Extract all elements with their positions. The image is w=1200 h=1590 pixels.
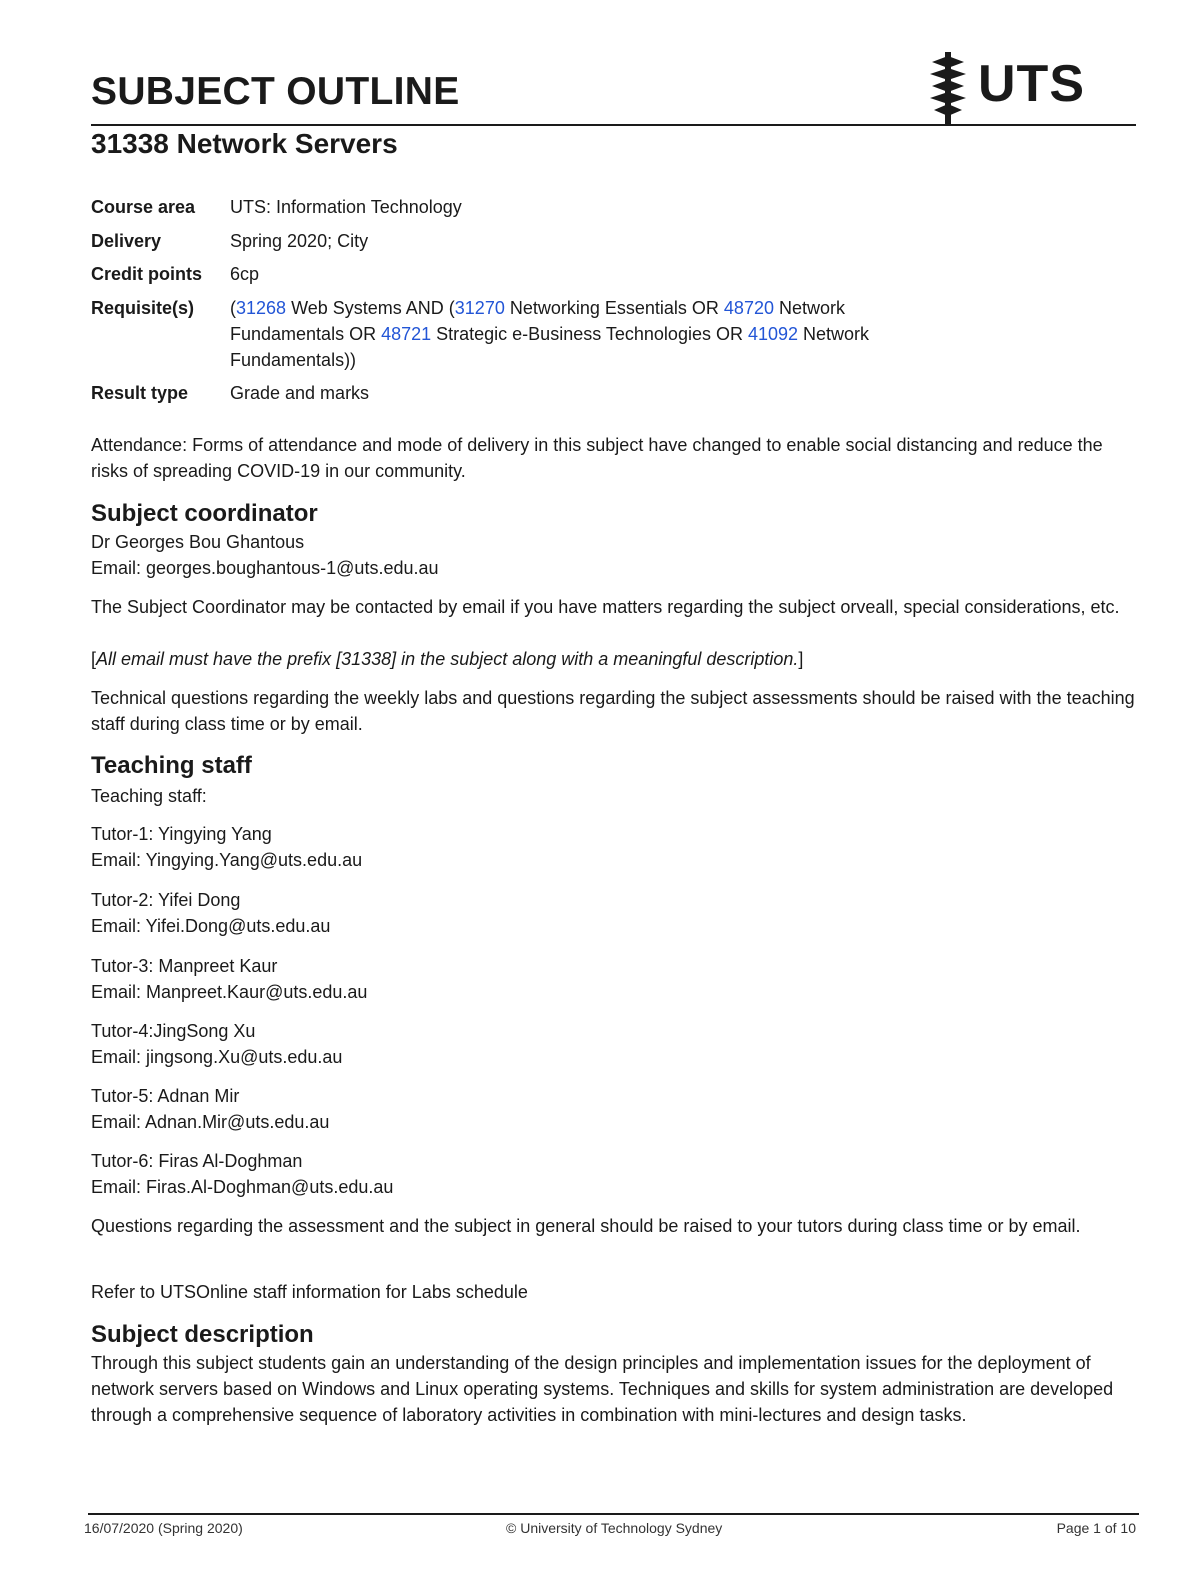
tutor-name: Tutor-2: Yifei Dong	[91, 890, 241, 910]
detail-value: Grade and marks	[230, 383, 370, 403]
requisite-text: Strategic e-Business Technologies OR	[431, 324, 748, 344]
requisite-link-48720[interactable]: 48720	[723, 298, 774, 318]
technical-questions-note: Technical questions regarding the weekly labs and questions regarding the subject assessments should be raised with the teaching staff during class time or by email.	[91, 688, 1135, 734]
detail-label: Delivery	[91, 231, 162, 251]
requisite-text: Network	[773, 298, 845, 318]
attendance-note: Attendance: Forms of attendance and mode of delivery in this subject have changed to enable social distancing and reduce the risks of spreading COVID-19 in our community.	[91, 435, 1103, 481]
tutor-name: Tutor-4:JingSong Xu	[91, 1021, 256, 1041]
detail-value: 6cp	[230, 264, 260, 284]
header-rule	[91, 124, 1136, 126]
footer-page-number: Page 1 of 10	[1056, 1520, 1136, 1536]
requisite-link-48721[interactable]: 48721	[381, 324, 432, 344]
tutor-email: Email: Firas.Al-Doghman@uts.edu.au	[91, 1177, 394, 1197]
detail-label: Requisite(s)	[91, 298, 195, 318]
tutor-email: Email: Manpreet.Kaur@uts.edu.au	[91, 982, 368, 1002]
teaching-staff-heading: Teaching staff	[91, 752, 252, 779]
tutor-name: Tutor-3: Manpreet Kaur	[91, 956, 278, 976]
requisite-text: Fundamentals OR	[230, 324, 382, 344]
detail-value: UTS: Information Technology	[230, 197, 462, 217]
uts-logo	[926, 52, 1096, 124]
requisite-text: Fundamentals))	[230, 350, 357, 370]
questions-note: Questions regarding the assessment and the subject in general should be raised to your tutors during class time or by email.	[91, 1216, 1081, 1236]
requisite-link-31270[interactable]: 31270	[454, 298, 505, 318]
email-prefix-text: All email must have the prefix [31338] in the subject along with a meaningful description.	[96, 649, 799, 669]
description-text: Through this subject students gain an understanding of the design principles and implementation issues for the deployment of network servers based on Windows and Linux operating systems. Techniques and skills for system administration are developed through a comprehensive sequence of laboratory activities in combination with mini-lectures and design tasks.	[91, 1353, 1114, 1425]
labs-note: Refer to UTSOnline staff information for Labs schedule	[91, 1282, 528, 1302]
footer-date: 16/07/2020 (Spring 2020)	[84, 1520, 243, 1536]
coordinator-name: Dr Georges Bou Ghantous	[91, 532, 305, 552]
detail-label: Credit points	[91, 264, 202, 284]
subject-title: 31338 Network Servers	[91, 128, 398, 159]
tutor-name: Tutor-6: Firas Al-Doghman	[91, 1151, 303, 1171]
teaching-staff-intro: Teaching staff:	[91, 786, 207, 806]
page-header	[91, 55, 1136, 126]
tutor-email: Email: Yifei.Dong@uts.edu.au	[91, 916, 331, 936]
document-page	[84, 0, 1136, 1590]
footer-copyright: © University of Technology Sydney	[506, 1520, 723, 1536]
detail-label: Result type	[91, 383, 189, 403]
requisite-text: (	[230, 298, 236, 318]
requisite-link-41092[interactable]: 41092	[747, 324, 799, 344]
description-heading: Subject description	[91, 1321, 314, 1348]
footer-rule	[88, 1513, 1139, 1515]
bracket-close: ]	[798, 649, 804, 669]
tutor-name: Tutor-1: Yingying Yang	[91, 824, 272, 844]
coordinator-heading: Subject coordinator	[91, 500, 318, 527]
tutor-email: Email: Yingying.Yang@uts.edu.au	[91, 850, 363, 870]
tutor-email: Email: jingsong.Xu@uts.edu.au	[91, 1047, 343, 1067]
tutor-email: Email: Adnan.Mir@uts.edu.au	[91, 1112, 330, 1132]
coordinator-contact-note: The Subject Coordinator may be contacted by email if you have matters regarding the subject orveall, special considerations, etc.	[91, 597, 1120, 617]
bracket-open: [	[91, 649, 97, 669]
requisite-link-31268[interactable]: 31268	[236, 298, 287, 318]
requisite-text: Networking Essentials OR	[504, 298, 724, 318]
email-prefix-note	[91, 646, 1136, 672]
coordinator-email: Email: georges.boughantous-1@uts.edu.au	[91, 558, 439, 578]
uts-crest-icon	[926, 52, 970, 124]
uts-logo-text: UTS	[978, 55, 1085, 113]
requisite-text: Web Systems AND (	[286, 298, 455, 318]
tutor-name: Tutor-5: Adnan Mir	[91, 1086, 240, 1106]
document-title: SUBJECT OUTLINE	[91, 70, 460, 113]
requisites-value	[230, 295, 990, 373]
detail-value: Spring 2020; City	[230, 231, 369, 251]
requisite-text: Network	[798, 324, 870, 344]
detail-label: Course area	[91, 197, 196, 217]
